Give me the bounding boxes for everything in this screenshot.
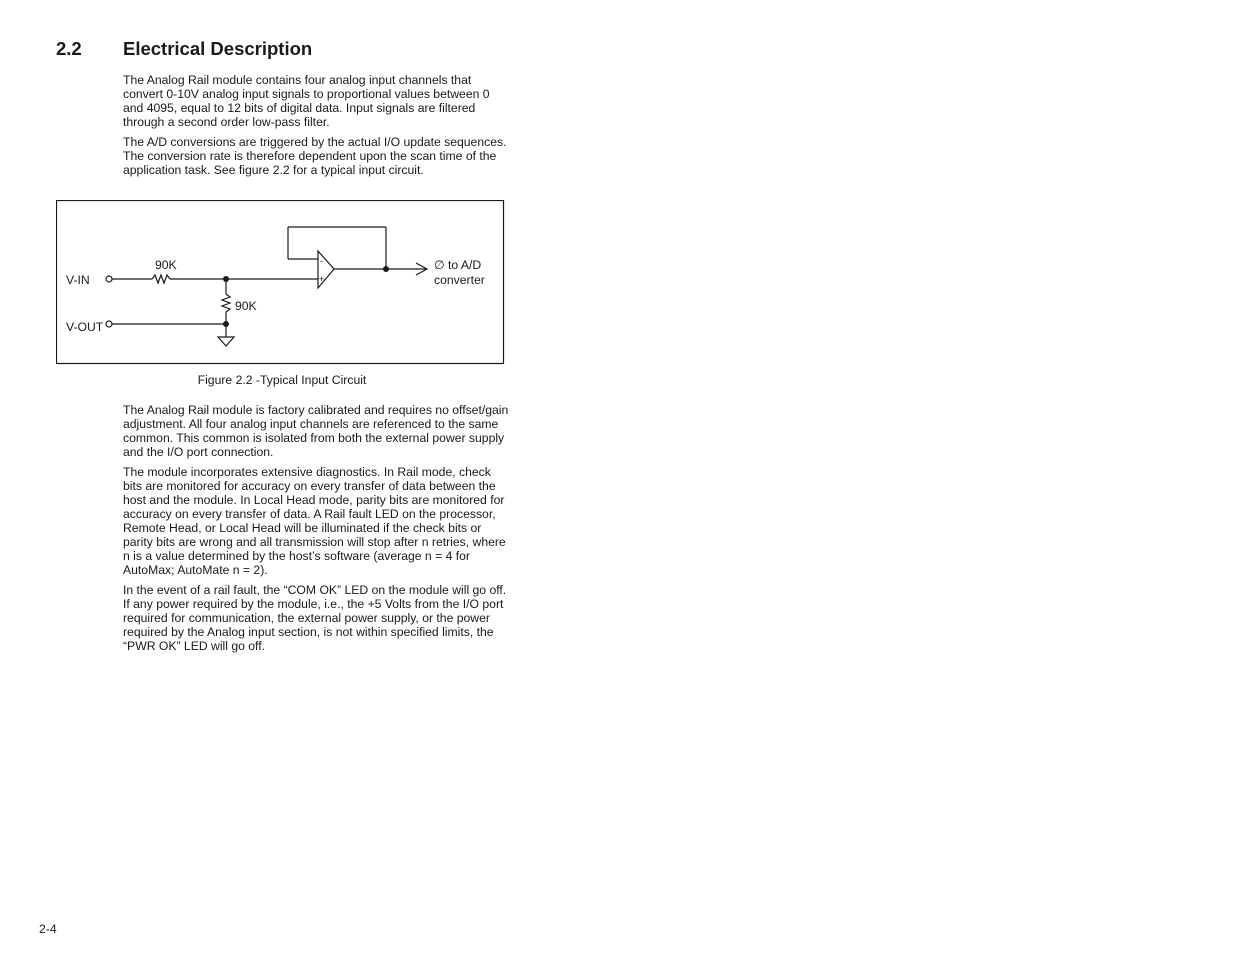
paragraph-conversion: The A/D conversions are triggered by the actual I/O update sequences. The conversion rate is therefore dependent upon the scan time of the application task. See figure 2.2 for a typical input circuit.	[123, 135, 507, 177]
ground-symbol-icon	[218, 337, 234, 346]
r2-label: 90K	[235, 299, 257, 313]
output-label-line2: converter	[434, 273, 485, 287]
paragraph-diagnostics: The module incorporates extensive diagnostics. In Rail mode, check bits are monitored for accuracy on every transfer of data between the host and the module. In Local Head mode, parity bits are monitored for accuracy on every transfer of data. A Rail fault LED on the processor, Remote Head, or Local Head will be illuminated if the check bits or parity bits are wrong and all transmission will stop after n retries, where n is a value determined by the host’s software (average n = 4 for AutoMax; AutoMate n = 2).	[123, 465, 506, 577]
vin-terminal	[106, 276, 112, 282]
input-circuit-figure	[56, 200, 505, 365]
paragraph-intro: The Analog Rail module contains four analog input channels that convert 0-10V analog input signals to proportional values between 0 and 4095, equal to 12 bits of digital data. Input signals are filtered through a second order low-pass filter.	[123, 73, 490, 129]
page-number: 2-4	[39, 922, 57, 936]
vin-label: V-IN	[66, 273, 90, 287]
vout-terminal	[106, 321, 112, 327]
figure-caption: Figure 2.2 -Typical Input Circuit	[197, 373, 367, 387]
section-heading	[56, 38, 312, 60]
section-title: Electrical Description	[123, 38, 313, 59]
section-number: 2.2	[56, 38, 82, 59]
output-label-line1: ∅ to A/D	[434, 258, 482, 272]
circuit-diagram	[56, 200, 505, 365]
paragraph-calibration: The Analog Rail module is factory calibrated and requires no offset/gain adjustment. All four analog input channels are referenced to the same common. This common is isolated from both the external power supply and the I/O port connection.	[123, 403, 509, 459]
r1-label: 90K	[155, 258, 177, 272]
resistor-r1	[152, 275, 170, 283]
output-junction-dot	[383, 266, 389, 272]
op-amp-minus: -	[320, 256, 323, 266]
resistor-r2	[222, 294, 230, 312]
op-amp-plus: +	[319, 274, 325, 284]
paragraph-rail-fault: In the event of a rail fault, the “COM OK” LED on the module will go off. If any power required by the module, i.e., the +5 Volts from the I/O port required for communication, the external power supply, or the power required by the Analog input section, is not within specified limits, the “PWR OK” LED will go off.	[123, 583, 507, 653]
vout-label: V-OUT	[66, 320, 104, 334]
